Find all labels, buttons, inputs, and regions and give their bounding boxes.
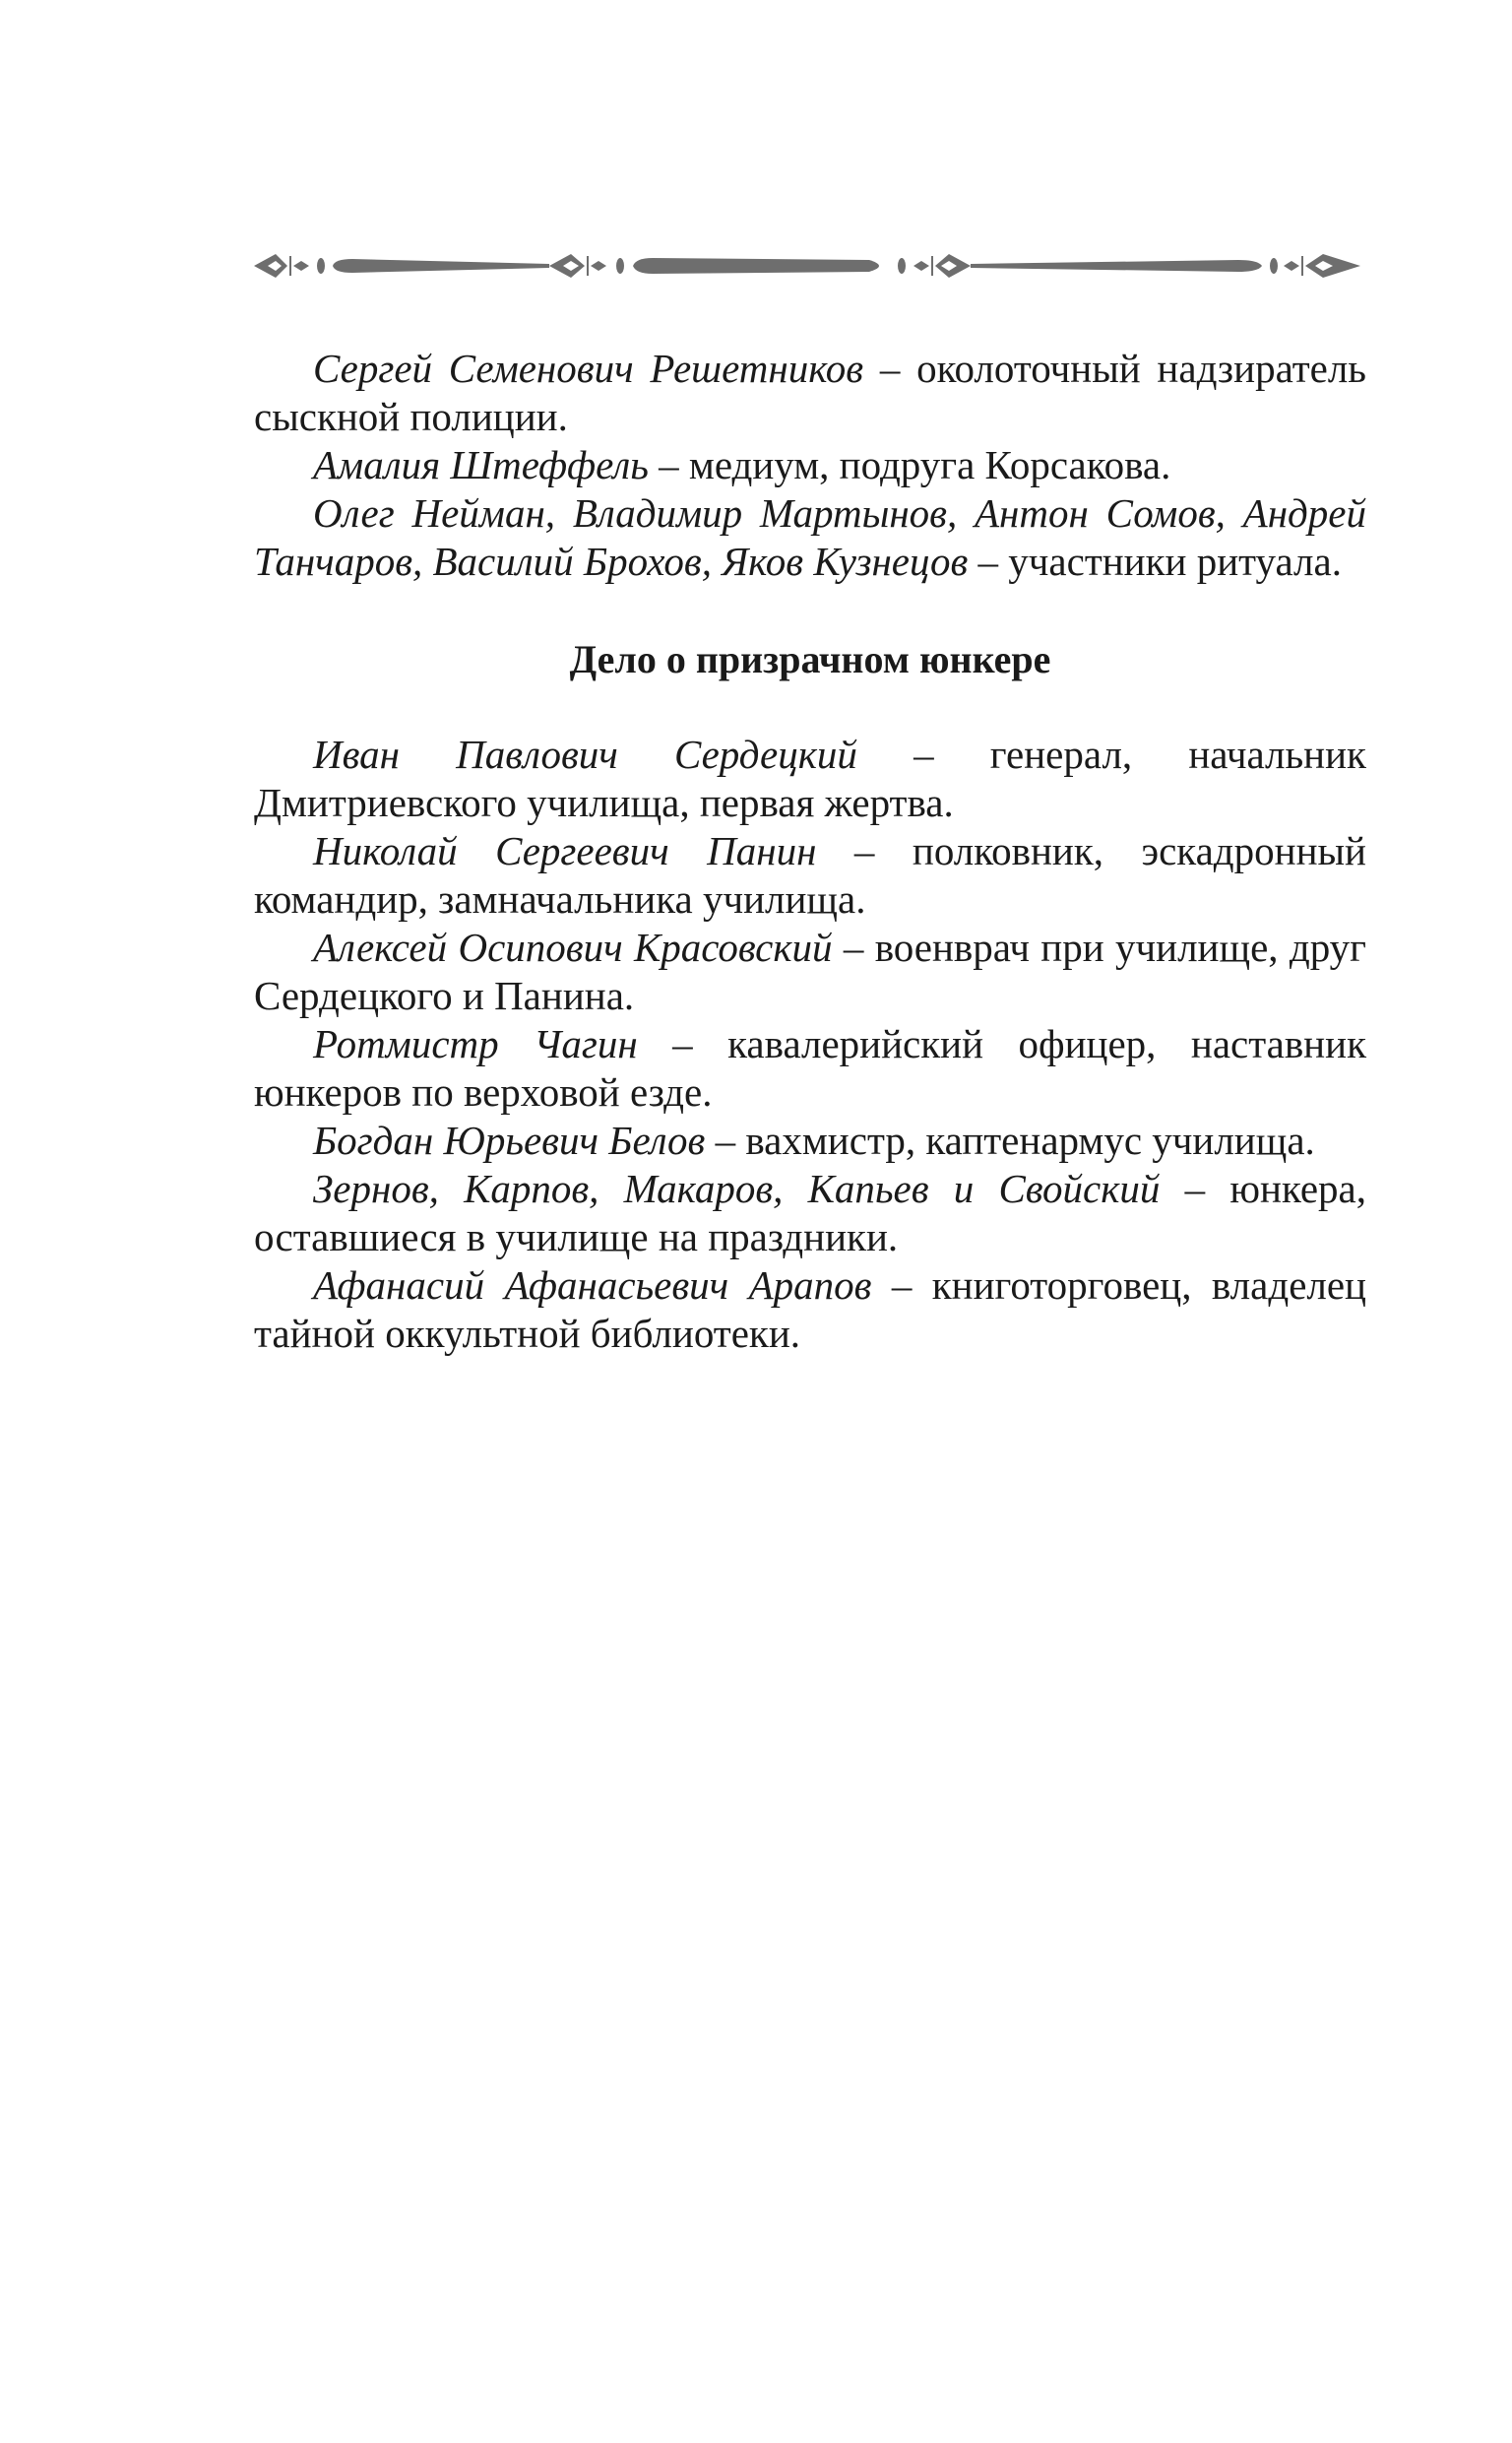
character-entry: [254, 1261, 1366, 1358]
character-entry: [254, 1165, 1366, 1261]
character-description: – книготорговец, владелец тайной оккультной библиотеки.: [254, 1262, 1366, 1356]
character-entry: [254, 441, 1366, 489]
character-name: Алексей Осипович Красовский: [313, 925, 833, 970]
section-heading: Дело о призрачном юнкере: [569, 637, 1051, 681]
character-name: Амалия Штеффель: [313, 442, 649, 487]
character-entry: [254, 731, 1366, 827]
character-description: – юнкера, оставшиеся в училище на праздники.: [254, 1166, 1367, 1259]
character-name: Богдан Юрьевич Белов: [313, 1118, 706, 1163]
character-entry: [254, 924, 1366, 1020]
character-name: Иван Павлович Сердецкий: [313, 732, 857, 777]
character-description: – околоточный надзиратель сыскной полиции.: [254, 346, 1366, 439]
character-name: Зернов, Карпов, Макаров, Капьев и Свойский: [313, 1166, 1161, 1211]
character-entry: [254, 827, 1366, 924]
character-description: – медиум, подруга Корсакова.: [648, 442, 1171, 487]
character-entry: [254, 1020, 1366, 1117]
character-name: Николай Сергеевич Панин: [313, 828, 817, 873]
character-description: – военврач при училище, друг Сердецкого и Панина.: [254, 925, 1366, 1018]
character-description: – кавалерийский офицер, наставник юнкеров по верховой езде.: [254, 1021, 1366, 1115]
character-name: Ротмистр Чагин: [313, 1021, 638, 1066]
character-name: Афанасий Афанасьевич Арапов: [313, 1262, 872, 1308]
character-list: [254, 345, 1366, 1358]
character-name: Олег Нейман, Владимир Мартынов, Антон Сомов, Андрей Танчаров, Василий Брохов, Яков Кузнецов: [254, 490, 1366, 584]
decorative-divider-ornament: [254, 248, 1360, 284]
character-entry: [254, 345, 1366, 441]
character-description: – вахмистр, каптенармус училища.: [705, 1118, 1315, 1163]
character-name: Сергей Семенович Решетников: [313, 346, 864, 391]
character-entry: [254, 489, 1366, 586]
character-description: – полковник, эскадронный командир, замначальника училища.: [254, 828, 1366, 922]
character-description: – генерал, начальник Дмитриевского училища, первая жертва.: [254, 732, 1366, 825]
character-entry: [254, 1117, 1366, 1165]
character-description: – участники ритуала.: [968, 539, 1342, 584]
